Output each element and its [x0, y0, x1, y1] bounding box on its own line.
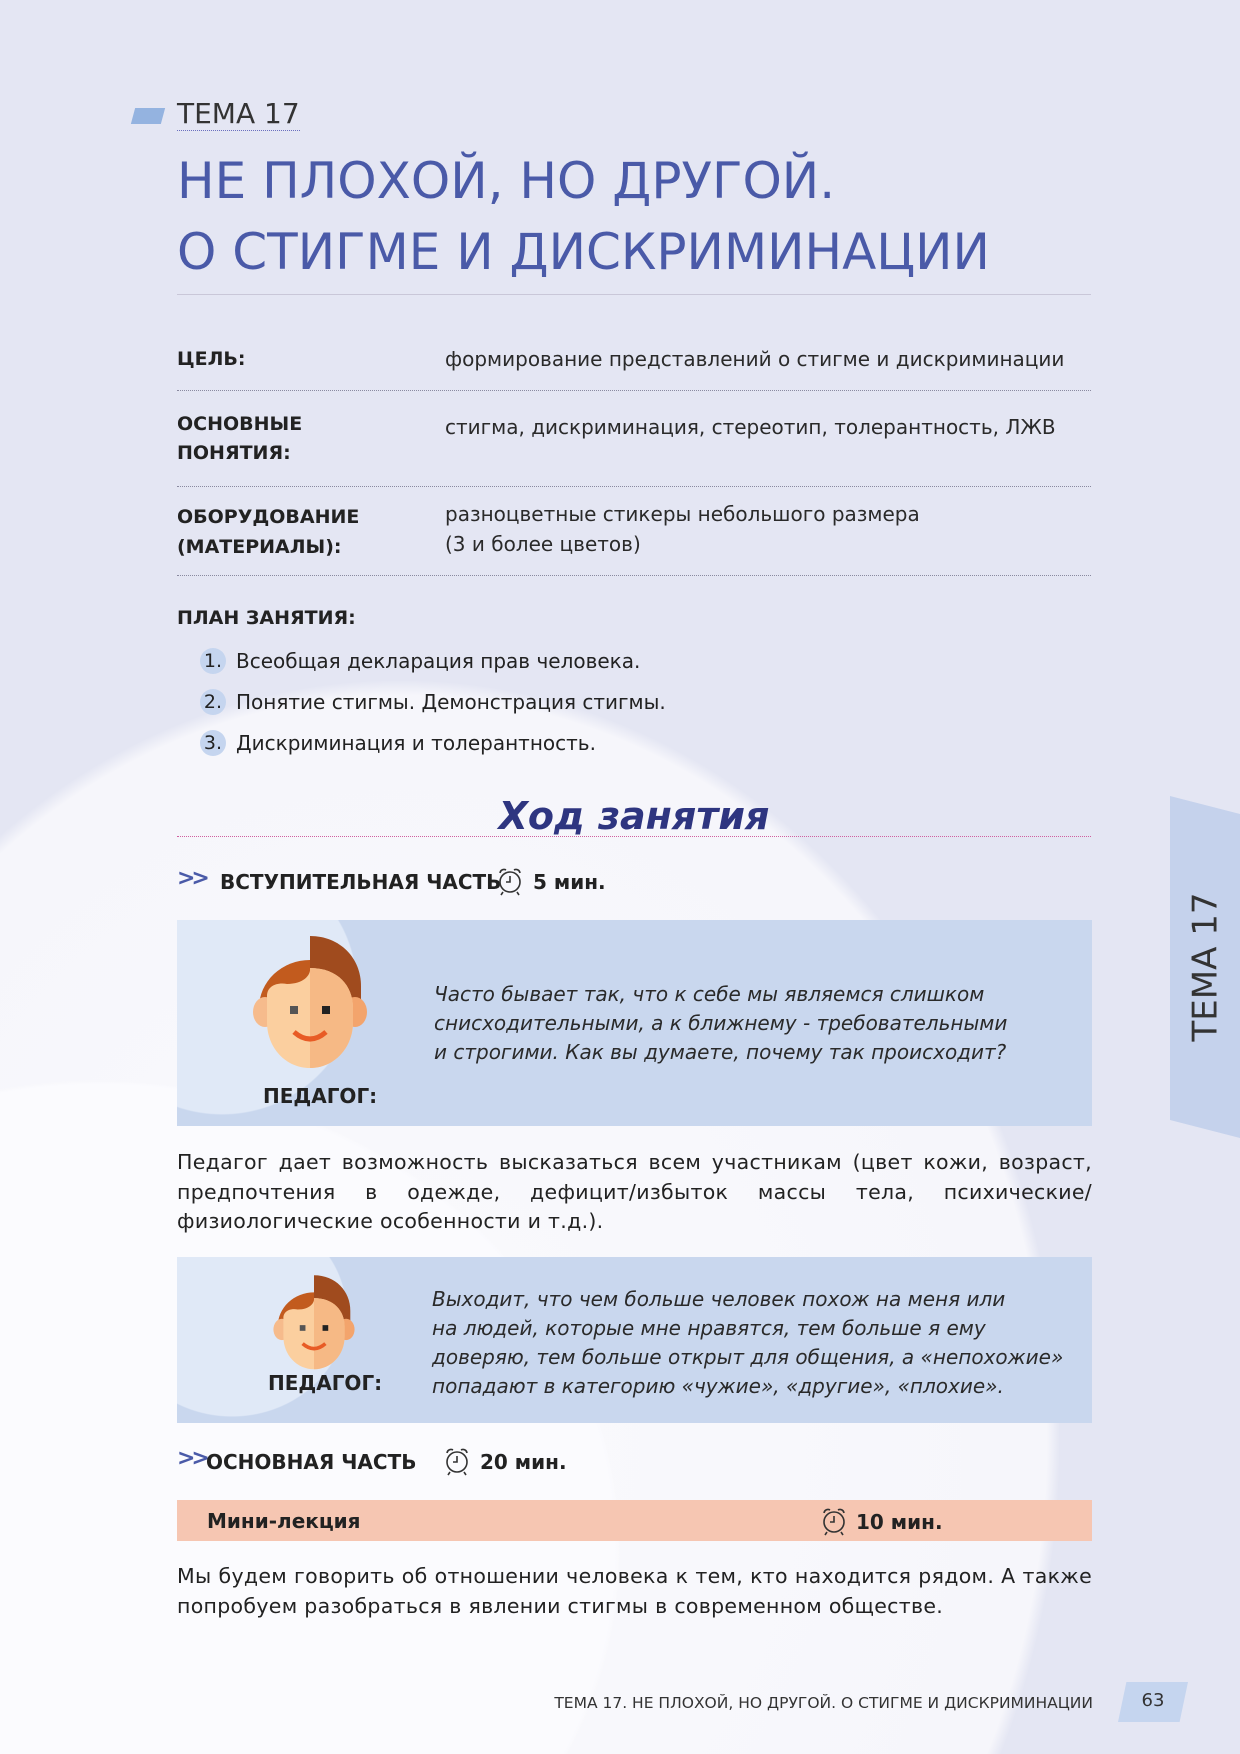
info-value: разноцветные стикеры небольшого размера [445, 502, 920, 526]
paragraph: Педагог дает возможность высказаться всем участникам (цвет кожи, возраст, предпочтения в одежде, дефицит/избыток массы тела, психические/физиологические особенности и т.д.). [177, 1150, 1092, 1233]
plan-item: Дискриминация и толерантность. [236, 731, 596, 755]
mini-lecture-time: 10 мин. [856, 1510, 943, 1534]
info-label: ОСНОВНЫЕ [177, 413, 303, 435]
plan-item: Понятие стигмы. Демонстрация стигмы. [236, 690, 666, 714]
divider [177, 836, 1091, 837]
side-tab-text: ТЕМА 17 [1185, 892, 1226, 1042]
info-value: формирование представлений о стигме и дискриминации [445, 347, 1065, 371]
info-value: стигма, дискриминация, стереотип, толерантность, ЛЖВ [445, 415, 1056, 439]
side-tab-label [1170, 796, 1240, 1138]
main-time: 20 мин. [480, 1450, 567, 1474]
teacher-quote-box [177, 920, 1092, 1126]
topic-label: ТЕМА 17 [177, 97, 300, 130]
teacher-quote [434, 980, 1007, 1067]
quote-line: Часто бывает так, что к себе мы являемся слишком [434, 982, 985, 1006]
quote-line: доверяю, тем больше открыт для общения, а «непохожие» [432, 1345, 1064, 1369]
teacher-avatar [272, 1275, 356, 1371]
double-chevron-icon: >> [177, 1446, 206, 1471]
topic-marker [131, 108, 165, 124]
plan-number: 2. [200, 689, 226, 715]
plan-number: 3. [200, 730, 226, 756]
teacher-label: ПЕДАГОГ: [263, 1084, 378, 1108]
quote-line: и строгими. Как вы думаете, почему так происходит? [434, 1040, 1007, 1064]
teacher-quote [432, 1285, 1063, 1401]
page-title: О СТИГМЕ И ДИСКРИМИНАЦИИ [177, 223, 990, 281]
divider [177, 575, 1091, 576]
mini-lecture-title: Мини-лекция [207, 1509, 361, 1533]
teacher-label: ПЕДАГОГ: [268, 1371, 383, 1395]
teacher-avatar [251, 936, 369, 1070]
divider [177, 390, 1091, 391]
section-heading: Ход занятия [498, 794, 770, 838]
teacher-quote-box [177, 1257, 1092, 1423]
quote-line: попадают в категорию «чужие», «другие», «плохие». [432, 1374, 1004, 1398]
intro-time: 5 мин. [533, 870, 606, 894]
double-chevron-icon: >> [177, 866, 206, 891]
info-label: ПОНЯТИЯ: [177, 442, 291, 464]
alarm-clock-icon [820, 1506, 848, 1536]
info-label: (МАТЕРИАЛЫ): [177, 536, 342, 558]
main-title: ОСНОВНАЯ ЧАСТЬ [206, 1450, 417, 1474]
info-label: ЦЕЛЬ: [177, 348, 246, 370]
plan-title: ПЛАН ЗАНЯТИЯ: [177, 607, 356, 629]
quote-line: снисходительными, а к ближнему - требовательными [434, 1011, 1008, 1035]
alarm-clock-icon [496, 866, 524, 896]
alarm-clock-icon [443, 1446, 471, 1476]
plan-item: Всеобщая декларация прав человека. [236, 649, 641, 673]
divider [177, 294, 1091, 295]
page-number: 63 [1141, 1690, 1165, 1711]
quote-line: на людей, которые мне нравятся, тем больше я ему [432, 1316, 986, 1340]
plan-number: 1. [200, 648, 226, 674]
paragraph: Мы будем говорить об отношении человека к тем, кто находится рядом. А также попробуем разобраться в явлении стигмы в современном обществе. [177, 1564, 1092, 1618]
intro-title: ВСТУПИТЕЛЬНАЯ ЧАСТЬ [220, 870, 502, 894]
info-value: (3 и более цветов) [445, 532, 641, 556]
page-title: НЕ ПЛОХОЙ, НО ДРУГОЙ. [177, 152, 836, 210]
divider [177, 486, 1091, 487]
quote-line: Выходит, что чем больше человек похож на меня или [432, 1287, 1006, 1311]
info-label: ОБОРУДОВАНИЕ [177, 506, 360, 528]
footer-title: ТЕМА 17. НЕ ПЛОХОЙ, НО ДРУГОЙ. О СТИГМЕ И ДИСКРИМИНАЦИИ [554, 1694, 1093, 1712]
